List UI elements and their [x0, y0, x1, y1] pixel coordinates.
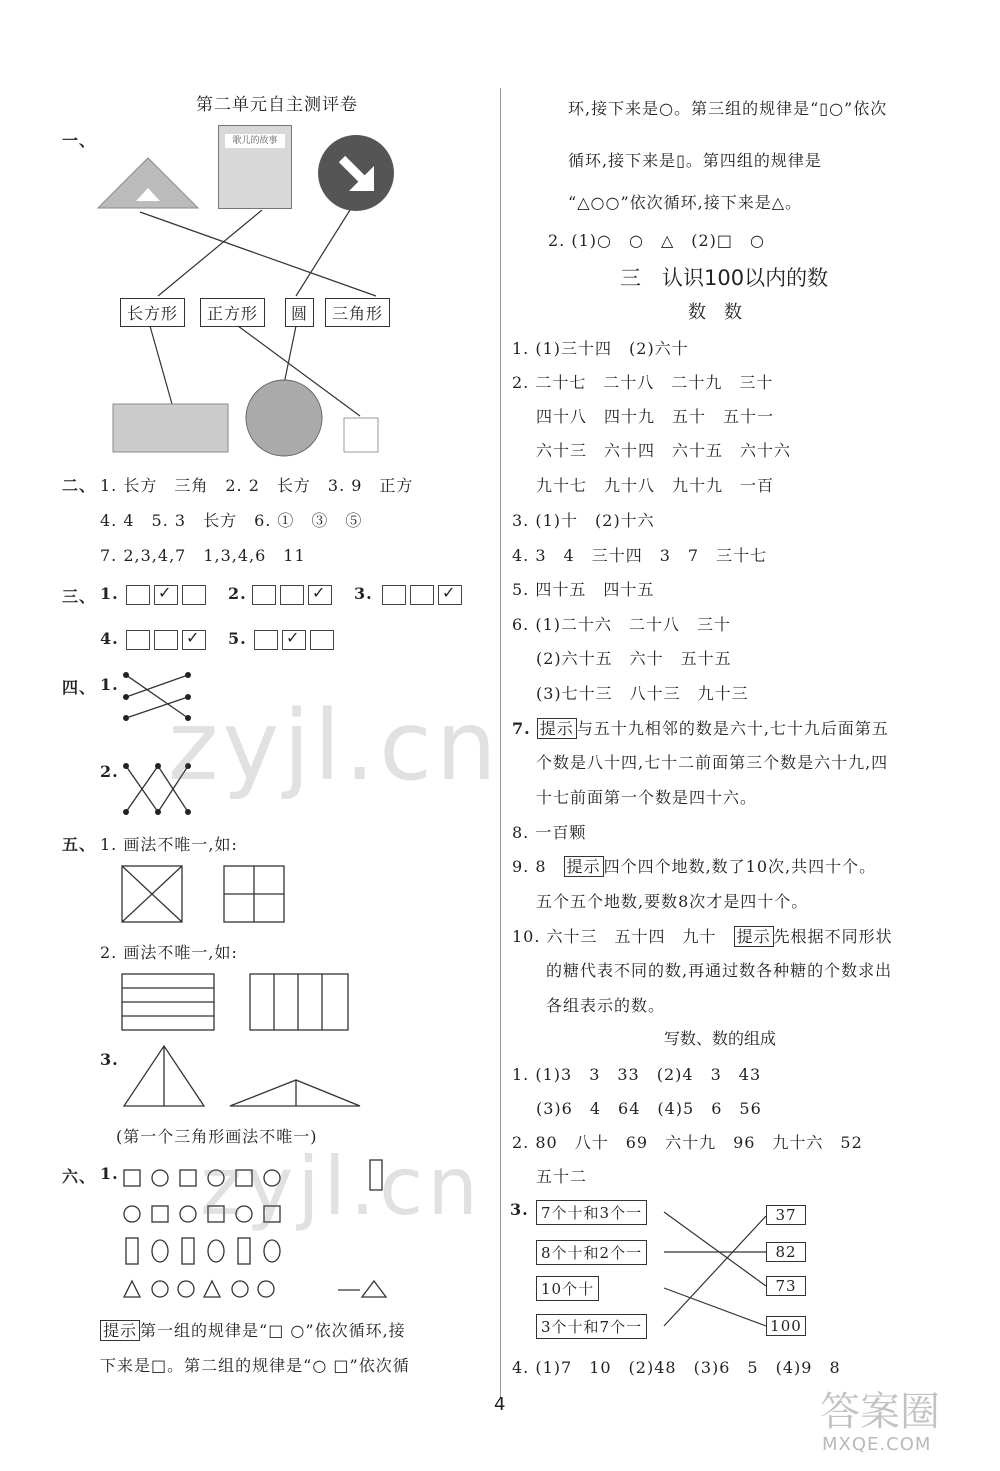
sub-number: 1. — [100, 1164, 119, 1183]
answer-line: 2. (1)○ ○ △ (2)□ ○ — [548, 231, 765, 250]
hint-label: 提示 — [100, 1320, 140, 1341]
circle-icon: ○ — [605, 193, 621, 212]
question-number-1: 一、 — [62, 131, 97, 150]
question-number-2: 二、 — [62, 476, 97, 495]
continued-text: 环,接下来是○。第三组的规律是“▯○”依次 — [568, 99, 888, 118]
answer-line: 4. 3 4 三十四 3 7 三十七 — [512, 546, 768, 565]
circle-icon: ○ — [829, 99, 845, 118]
answer-line: 4. 4 5. 3 长方 6. ① ③ ⑤ — [100, 511, 363, 530]
tall-rect-icon: ▯ — [819, 99, 830, 118]
hint-label: 提示 — [734, 926, 774, 947]
circle-icon: ○ — [312, 1356, 328, 1375]
answer-line: 九十七 九十八 九十九 一百 — [536, 476, 775, 495]
answer-line: 2. 80 八十 69 六十九 96 九十六 52 — [512, 1133, 863, 1152]
watermark-url: MXQE.COM — [822, 1434, 932, 1455]
checkbox-checked: ✓ — [182, 630, 206, 650]
watermark: zyjl.cn — [200, 1140, 482, 1233]
match-right-box: 37 — [766, 1205, 806, 1225]
checkbox-checked: ✓ — [308, 585, 332, 605]
match-left-box: 7个十和3个一 — [536, 1200, 647, 1225]
answer-line: (2)六十五 六十 五十五 — [536, 649, 732, 668]
hint-line: 提示 第一组的规律是“□ ○”依次循环,接 — [100, 1318, 406, 1341]
answer-line: 五十二 — [536, 1167, 588, 1186]
triangle-icon: △ — [577, 193, 591, 212]
label-square: 正方形 — [200, 298, 265, 327]
circle-icon: ○ — [659, 99, 675, 118]
chapter-title: 三 认识100以内的数 — [620, 266, 829, 290]
sub-number: 2. — [228, 584, 247, 603]
sub-number: 3. — [354, 584, 373, 603]
sub-number: 3. — [100, 1050, 119, 1069]
note-text: (第一个三角形画法不唯一) — [116, 1127, 318, 1146]
sub-number: 2. — [100, 762, 119, 781]
answer-line: 1. (1)三十四 (2)六十 — [512, 339, 689, 358]
question-number: 3. — [510, 1200, 529, 1219]
match-right-box: 100 — [766, 1316, 806, 1336]
page-number: 4 — [494, 1394, 506, 1415]
hint-label: 提示 — [564, 856, 604, 877]
answer-line: 5. 四十五 四十五 — [512, 580, 655, 599]
subsection-title: 写数、数的组成 — [664, 1029, 777, 1048]
answer-line: 各组表示的数。 — [546, 996, 666, 1015]
label-triangle: 三角形 — [325, 298, 390, 327]
continued-text: 循环,接下来是▯。第四组的规律是 — [568, 151, 822, 170]
answer-line: 2. 二十七 二十八 二十九 三十 — [512, 373, 774, 392]
answer-text: 2. 画法不唯一,如: — [100, 943, 238, 962]
answer-line: 7. 提示 与五十九相邻的数是六十,七十九后面第五 — [512, 719, 889, 738]
answer-line: 1. 长方 三角 2. 2 长方 3. 9 正方 — [100, 476, 414, 495]
answer-line: 10. 六十三 五十四 九十 提示 先根据不同形状 — [512, 927, 893, 946]
answer-line: 个数是八十四,七十二前面第三个数是六十九,四 — [536, 753, 889, 772]
answer-line: 9. 8 提示 四个四个地数,数了10次,共四十个。 — [512, 857, 877, 876]
answer-line: (3)6 4 64 (4)5 6 56 — [536, 1099, 762, 1118]
checkbox-checked: ✓ — [438, 585, 462, 605]
question-number-4: 四、 — [62, 678, 97, 697]
sub-number: 1. — [100, 675, 119, 694]
answer-line: 1. (1)3 3 33 (2)4 3 43 — [512, 1065, 762, 1084]
sub-number: 1. — [100, 584, 119, 603]
hint-line: 下来是□。第二组的规律是“○ □”依次循 — [100, 1356, 410, 1375]
sub-number: 4. — [100, 629, 119, 648]
watermark-logo: 答案圈 — [820, 1389, 940, 1435]
question-number-5: 五、 — [62, 835, 97, 854]
label-rectangle: 长方形 — [120, 298, 185, 327]
answer-line: 8. 一百颗 — [512, 823, 587, 842]
circle-icon: ○ — [590, 193, 606, 212]
sub-number: 5. — [228, 629, 247, 648]
answer-line: 4. (1)7 10 (2)48 (3)6 5 (4)9 8 — [512, 1358, 841, 1377]
watermark: zyjl.cn — [168, 690, 501, 802]
answer-line: 的糖代表不同的数,再通过数各种糖的个数求出 — [546, 961, 893, 980]
square-icon: □ — [268, 1321, 285, 1340]
square-icon: □ — [333, 1356, 350, 1375]
checkbox-checked: ✓ — [154, 585, 178, 605]
answer-line: 十七前面第一个数是四十六。 — [536, 788, 758, 807]
answer-line: 五个五个地数,要数8次才是四十个。 — [536, 892, 809, 911]
label-circle: 圆 — [285, 298, 314, 327]
book-title: 歌儿的故事 — [225, 134, 285, 148]
circle-icon: ○ — [290, 1321, 306, 1340]
question-number-3: 三、 — [62, 587, 97, 606]
answer-line: 3. (1)十 (2)十六 — [512, 511, 655, 530]
tall-rect-icon: ▯ — [676, 151, 686, 170]
match-right-box: 73 — [766, 1276, 806, 1296]
answer-line: 7. 2,3,4,7 1,3,4,6 11 — [100, 546, 306, 565]
answer-line: 6. (1)二十六 二十八 三十 — [512, 615, 732, 634]
answer-line: 四十八 四十九 五十 五十一 — [536, 407, 775, 426]
continued-text: “△○○”依次循环,接下来是△。 — [568, 193, 803, 212]
triangle-icon: △ — [771, 193, 786, 212]
answer-line: (3)七十三 八十三 九十三 — [536, 684, 749, 703]
checkbox-checked: ✓ — [282, 630, 306, 650]
match-left-box: 3个十和7个一 — [536, 1314, 647, 1339]
square-icon: □ — [151, 1356, 168, 1375]
section-title: 第二单元自主测评卷 — [196, 95, 358, 115]
subsection-title: 数 数 — [688, 302, 742, 323]
hint-label: 提示 — [537, 718, 577, 739]
question-number-6: 六、 — [62, 1167, 97, 1186]
match-left-box: 8个十和2个一 — [536, 1240, 647, 1265]
match-right-box: 82 — [766, 1242, 806, 1262]
answer-text: 1. 画法不唯一,如: — [100, 835, 238, 854]
match-left-box: 10个十 — [536, 1276, 599, 1301]
answer-line: 六十三 六十四 六十五 六十六 — [536, 441, 792, 460]
